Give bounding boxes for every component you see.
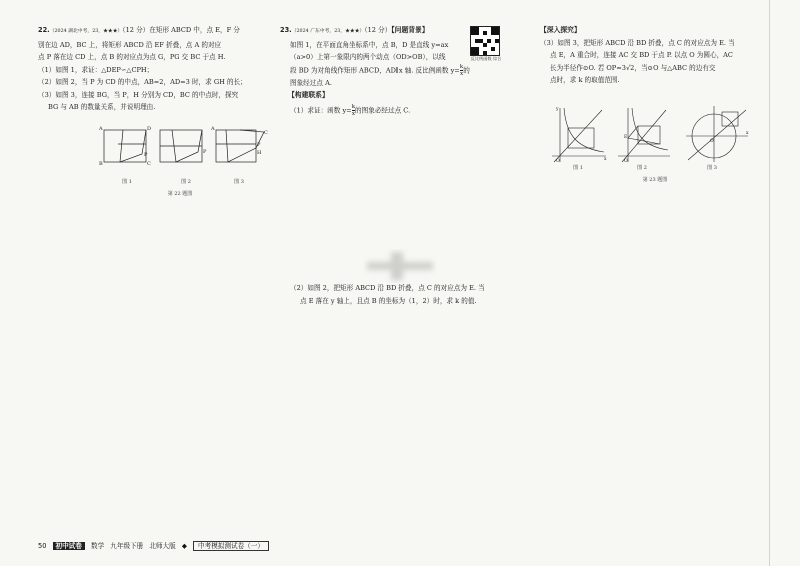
- q22-number: 22.: [38, 26, 50, 34]
- q22-fig3-label-P: P: [257, 142, 261, 148]
- q22-fig1-label-A: A: [99, 126, 103, 132]
- q22-score: （12 分）: [122, 26, 150, 34]
- q23-part-2: [290, 282, 520, 307]
- q23-part-1a: （1）求证：函数 y=: [290, 106, 352, 114]
- q23-figures: [546, 104, 752, 166]
- q23-part-2b: 点 E 落在 y 轴上，且点 B 的坐标为（1，2）时，求 k 的值.: [300, 296, 477, 305]
- qr-code-pattern: [471, 27, 499, 55]
- q23-continued: [540, 24, 760, 87]
- q23-fig1-label-y: y: [556, 107, 559, 112]
- q23-tag-build: 【构建联系】: [288, 91, 329, 99]
- q23-text-1: 如图 1，在平面直角坐标系中，点 B，D 是直线 y=ax: [290, 40, 449, 49]
- q23-number: 23.: [280, 26, 292, 34]
- footer-title: 中考模拟测试卷（一）: [193, 541, 269, 551]
- q22-text-3: 点 P 落在边 CD 上，点 B 的对应点为点 G，PG 交 BC 于点 H.: [38, 53, 226, 61]
- footer-subject: 数学: [90, 542, 105, 550]
- q23-source: （2024 广东中考，23，★★★）: [291, 29, 365, 34]
- q23-tag-background: 【问题背景】: [391, 26, 429, 34]
- page-number: 50: [38, 542, 47, 550]
- q22-fig1-fold: [120, 130, 146, 162]
- q22-fig1-rectangle: [104, 130, 146, 162]
- qr-code[interactable]: [470, 26, 500, 56]
- footer-edition: 北师大版: [149, 542, 176, 550]
- page-spine: [769, 0, 770, 566]
- q22-fig1-label-B: B: [99, 161, 103, 167]
- q22-fig2-caption: 图 2: [181, 179, 191, 185]
- q23-fig1-caption: 图 1: [573, 165, 583, 171]
- q23-fig3-label-x: x: [746, 131, 749, 136]
- q23-figure-caption: 第 23 题图: [642, 177, 668, 183]
- footer-dot-icon: ◆: [181, 542, 187, 550]
- q23-fig3-caption: 图 3: [707, 165, 717, 171]
- q22-fig3-label-C: C: [264, 130, 268, 136]
- q22-part-3b: BG 与 AB 的数量关系，并说明理由.: [48, 103, 156, 111]
- question-22: [38, 24, 268, 114]
- q23-part-3a: （3）如图 3，把矩形 ABCD 沿 BD 折叠，点 C 的对应点为 E. 当: [540, 38, 735, 47]
- q22-part-2: （2）如图 2，当 P 为 CD 的中点，AB=2，AD=3 时，求 GH 的长；: [38, 78, 247, 86]
- q23-tag-explore: 【深入探究】: [540, 26, 581, 34]
- q23-text-4: 图象经过点 A.: [290, 78, 332, 87]
- q23-fraction-den: x: [459, 70, 464, 77]
- q22-figures: [96, 124, 272, 186]
- q22-source: （2024 湖北中考，23，★★★）: [49, 29, 123, 34]
- q22-fig1-caption: 图 1: [122, 179, 132, 185]
- q23-text-3a: 段 BD 为对角线作矩形 ABCD，AD∥x 轴. 反比例函数 y=: [290, 66, 460, 74]
- q22-fig2-label-A: A: [211, 126, 215, 132]
- blurred-mark: [363, 248, 437, 284]
- q22-fig3-caption: 图 3: [234, 179, 244, 185]
- q23-text-3b: 的: [463, 66, 470, 74]
- q23-fig3-label-O: O: [710, 139, 714, 144]
- q23-part-3c: 长为半径作⊙O. 若 OP=3√2，当⊙O 与△ABC 的边有交: [550, 63, 716, 72]
- q23-text-2: （a>0）上第一象限内的两个动点（OD>OB），以线: [290, 53, 446, 61]
- q23-fig1-label-O: O: [556, 159, 560, 164]
- q22-line-1: [38, 24, 268, 39]
- q22-fig1-label-P: P: [144, 152, 148, 158]
- qr-code-caption: 反比例函数 综合: [470, 56, 502, 61]
- q23-text-3: [280, 64, 510, 77]
- q22-fig2-label-P: P: [203, 149, 207, 155]
- q22-fig1-label-D: D: [147, 126, 152, 132]
- q23-fig1-label-x: x: [604, 157, 607, 162]
- q22-part-1: （1）如图 1，求证：△DEP∽△CPH；: [38, 65, 154, 74]
- q23-part-2a: （2）如图 2，把矩形 ABCD 沿 BD 折叠，点 C 的对应点为 E. 当: [290, 284, 485, 292]
- q23-part-3b: 点 E，A 重合时，连接 AC 交 BD 于点 P. 以点 O 为圆心，AC: [550, 51, 733, 59]
- q22-text-2: 别在边 AD，BC 上，将矩形 ABCD 沿 EF 折叠，点 A 的对应: [38, 40, 222, 49]
- q23-score: （12 分）: [364, 26, 392, 34]
- q23-fraction-num: k: [459, 63, 464, 70]
- series-badge: 初中试卷: [53, 542, 85, 550]
- q22-fig3-label-H: H: [257, 150, 262, 156]
- q22-fig3-rectangle: [216, 130, 256, 162]
- q23-part-3d: 点时，求 k 的取值范围.: [550, 76, 620, 84]
- q23-part-1-fraction-num: k: [351, 103, 356, 110]
- q23-part-1b: 的图象必经过点 C.: [355, 106, 411, 114]
- q22-fig1-label-C: C: [147, 161, 151, 167]
- footer-grade: 九年级下册: [110, 542, 144, 550]
- q23-fig2-caption: 图 2: [637, 165, 647, 171]
- q22-figure-caption: 第 22 题图: [167, 191, 193, 197]
- q23-fig2-label-O: O: [624, 159, 628, 164]
- q23-part-1-fraction-den: x: [351, 110, 355, 117]
- q23-part-1: [280, 104, 510, 117]
- q22-text-1: 在矩形 ABCD 中，点 E，F 分: [149, 26, 240, 34]
- q22-part-3a: （3）如图 3，连接 BG，当 P，H 分别为 CD，BC 的中点时，探究: [38, 90, 239, 99]
- q23-fig2-label-E: E: [624, 135, 628, 140]
- page-footer: [38, 540, 273, 550]
